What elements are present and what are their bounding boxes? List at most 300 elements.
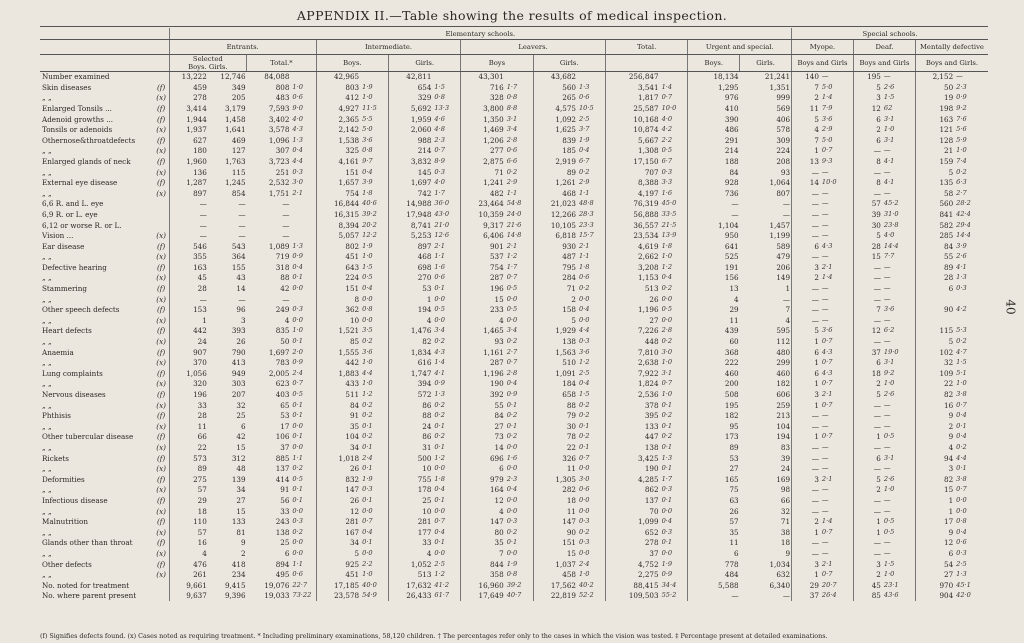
- table-cell: 0·0: [434, 315, 445, 324]
- table-row: [40, 591, 988, 602]
- table-cell: —: [792, 294, 820, 305]
- table-row: [40, 485, 988, 496]
- table-cell: 0·2: [956, 167, 967, 176]
- row-tag: (f): [156, 390, 166, 399]
- table-cell: 13: [792, 156, 820, 167]
- table-cell: —: [853, 336, 881, 347]
- row-tag: (x): [156, 125, 166, 135]
- row-tag: (x): [156, 93, 166, 103]
- table-cell: 1,196: [461, 368, 505, 379]
- table-cell: 754: [461, 262, 505, 273]
- table-cell: —: [821, 538, 829, 547]
- table-cell: 14·8: [506, 231, 522, 240]
- table-cell: 84: [461, 411, 505, 422]
- table-cell: 0·4: [506, 485, 518, 494]
- table-cell: 844: [461, 559, 505, 570]
- table-cell: 22: [169, 442, 208, 453]
- table-cell: 606: [776, 390, 791, 399]
- table-cell: 45: [169, 273, 208, 284]
- table-cell: 38: [780, 527, 791, 537]
- table-cell: 1·1: [434, 252, 445, 261]
- table-cell: 807: [776, 188, 791, 198]
- table-cell: 45·2: [883, 199, 899, 208]
- table-cell: 1,056: [169, 368, 208, 379]
- table-cell: 1,944: [169, 114, 208, 125]
- table-cell: 500: [389, 453, 433, 464]
- row-tag: (f): [156, 411, 166, 421]
- table-row: [40, 347, 988, 358]
- table-cell: 224: [776, 146, 791, 156]
- table-cell: 177: [389, 527, 433, 538]
- table-cell: 1,241: [461, 177, 505, 188]
- table-cell: —: [853, 506, 881, 517]
- table-cell: 410: [688, 103, 740, 114]
- table-cell: 21,023: [533, 199, 577, 210]
- table-cell: 480: [776, 347, 791, 357]
- table-cell: 37: [792, 591, 820, 602]
- table-cell: 1,096: [268, 135, 290, 145]
- table-cell: 1·5: [883, 93, 895, 102]
- table-cell: 275: [169, 474, 208, 485]
- table-cell: 1,937: [169, 124, 208, 135]
- table-cell: 139: [231, 474, 246, 484]
- header-int-girls: Girls.: [389, 55, 461, 72]
- table-cell: —: [821, 485, 829, 494]
- table-cell: 460: [776, 368, 791, 378]
- table-cell: 0·4: [362, 284, 373, 293]
- table-cell: —: [792, 167, 820, 178]
- table-cell: 0·1: [292, 400, 303, 409]
- table-cell: 191: [688, 262, 740, 273]
- table-row: [40, 358, 988, 369]
- table-cell: 28·2: [956, 199, 971, 208]
- table-cell: 37: [605, 548, 659, 559]
- table-cell: 0·0: [661, 315, 673, 324]
- table-cell: 2·3: [506, 474, 518, 483]
- table-cell: 1·5: [956, 358, 967, 367]
- table-cell: 9,637: [169, 591, 208, 602]
- table-cell: 182: [776, 379, 791, 389]
- table-cell: 2: [853, 379, 881, 390]
- table-cell: —: [169, 294, 208, 305]
- table-cell: 1: [792, 336, 820, 347]
- table-cell: 6: [284, 548, 290, 558]
- row-label: Othernose&throatdefects: [42, 135, 136, 145]
- table-cell: 1·3: [578, 82, 590, 91]
- table-cell: 4·3: [821, 368, 833, 377]
- table-cell: 18: [533, 495, 577, 506]
- table-cell: 790: [231, 347, 246, 357]
- row-label: No. noted for treatment: [42, 580, 130, 590]
- table-cell: 0·2: [362, 411, 373, 420]
- table-cell: 8: [853, 156, 881, 167]
- table-cell: 0·2: [434, 432, 445, 441]
- table-cell: 1,824: [605, 379, 659, 390]
- row-label: Rickets: [42, 453, 69, 463]
- table-cell: 55: [915, 252, 954, 263]
- table-cell: 1·0: [661, 390, 673, 398]
- table-cell: 4: [389, 315, 433, 326]
- table-cell: 0·2: [661, 411, 673, 420]
- row-label: „ „: [42, 421, 52, 431]
- table-cell: 1·8: [661, 241, 673, 250]
- table-cell: 138: [605, 442, 659, 453]
- table-cell: 1,351: [769, 82, 791, 92]
- page-title: APPENDIX II.—Table showing the results of medical inspection.: [296, 8, 728, 23]
- table-cell: 0·4: [661, 517, 673, 526]
- table-cell: 135: [915, 177, 954, 188]
- table-cell: 326: [533, 453, 577, 464]
- table-cell: —: [792, 442, 820, 453]
- table-cell: 2,005: [268, 368, 290, 378]
- table-cell: 2,275: [605, 569, 659, 580]
- table-cell: 173: [688, 432, 740, 443]
- table-cell: 56,888: [605, 209, 659, 220]
- table-cell: 4,752: [605, 559, 659, 570]
- table-cell: —: [792, 188, 820, 199]
- table-cell: 0·2: [661, 432, 673, 441]
- table-cell: 1,308: [605, 146, 659, 157]
- table-cell: 4,197: [605, 188, 659, 199]
- table-cell: 5,253: [389, 230, 433, 241]
- table-cell: 325: [316, 146, 360, 157]
- table-cell: —: [821, 220, 829, 229]
- row-tag: (x): [156, 146, 166, 156]
- table-cell: 11: [688, 538, 740, 549]
- table-cell: 4·3: [292, 125, 303, 134]
- table-cell: —: [792, 230, 820, 241]
- table-cell: 93: [780, 167, 791, 177]
- table-cell: 164: [461, 485, 505, 496]
- table-cell: 0·7: [362, 517, 373, 526]
- table-cell: 0·6: [956, 538, 967, 547]
- table-cell: 17,948: [389, 209, 433, 220]
- table-cell: 55: [461, 400, 505, 411]
- row-label: „ „: [42, 485, 52, 495]
- table-cell: 1,521: [316, 326, 360, 337]
- row-label: 6,6 R. and L. eye: [42, 199, 104, 209]
- table-cell: 281: [389, 516, 433, 527]
- row-tag: (x): [156, 231, 166, 241]
- table-cell: 1,457: [769, 220, 791, 230]
- table-cell: 0·0: [292, 548, 303, 557]
- table-cell: 9: [785, 548, 791, 558]
- table-cell: 22,819: [533, 591, 577, 602]
- table-cell: 21: [915, 146, 954, 157]
- table-cell: 1,563: [533, 347, 577, 358]
- table-cell: 73·22: [292, 591, 312, 600]
- row-tag: (f): [156, 347, 166, 357]
- table-cell: 658: [533, 389, 577, 400]
- table-cell: 2,919: [533, 156, 577, 167]
- table-cell: —: [821, 464, 829, 473]
- table-cell: 3·4: [506, 125, 518, 134]
- table-cell: 0·2: [434, 400, 445, 409]
- table-cell: 4,619: [605, 241, 659, 252]
- table-cell: —: [853, 538, 881, 549]
- table-cell: 1: [792, 400, 820, 411]
- header-urg-girls: Girls.: [740, 55, 792, 72]
- table-cell: 1·0: [292, 326, 303, 335]
- table-cell: —: [792, 485, 820, 496]
- table-cell: 7·9: [821, 103, 833, 112]
- table-cell: 3·6: [362, 135, 373, 144]
- row-label: Defective hearing: [42, 262, 107, 272]
- table-cell: 451: [316, 252, 360, 263]
- table-cell: 1,883: [316, 368, 360, 379]
- table-cell: 43·6: [883, 591, 899, 600]
- row-tag: (f): [156, 495, 166, 505]
- table-cell: 0·6: [434, 273, 445, 282]
- table-cell: —: [853, 188, 881, 199]
- table-cell: —: [883, 146, 891, 155]
- table-row: [40, 569, 988, 580]
- table-cell: 1,091: [533, 368, 577, 379]
- table-cell: 1·7: [434, 188, 445, 197]
- header-urgent: Urgent and special.: [688, 40, 792, 55]
- table-cell: 2,638: [605, 358, 659, 369]
- table-cell: 115: [915, 326, 954, 337]
- table-cell: 285: [915, 230, 954, 241]
- table-cell: 414: [275, 474, 290, 484]
- table-cell: 136: [169, 167, 208, 178]
- table-cell: 4·3: [821, 241, 833, 250]
- table-cell: 8: [316, 294, 360, 305]
- table-cell: 33: [389, 538, 433, 549]
- table-cell: 28: [915, 273, 954, 284]
- table-cell: 0·1: [578, 421, 590, 430]
- table-cell: 3: [792, 474, 820, 485]
- table-cell: 0·5: [661, 305, 673, 314]
- table-cell: 7,922: [605, 368, 659, 379]
- table-cell: 25: [280, 538, 290, 548]
- table-cell: 2·1: [821, 262, 833, 271]
- table-cell: 1·3: [956, 570, 967, 579]
- table-cell: 86: [389, 432, 433, 443]
- table-cell: 14·4: [883, 241, 899, 250]
- table-cell: 4,575: [533, 103, 577, 114]
- table-cell: 632: [776, 570, 791, 580]
- table-cell: 1,747: [389, 368, 433, 379]
- table-cell: 224: [316, 273, 360, 284]
- table-cell: 1·1: [292, 453, 303, 462]
- row-tag: [154, 580, 169, 591]
- table-cell: —: [853, 273, 881, 284]
- table-cell: 0·2: [292, 527, 303, 536]
- table-cell: 442: [169, 326, 208, 337]
- table-cell: 309: [776, 135, 791, 145]
- table-cell: 6·6: [506, 156, 518, 165]
- table-cell: 0·4: [434, 485, 445, 494]
- table-cell: 9·2: [883, 368, 895, 377]
- table-cell: 2,365: [316, 114, 360, 125]
- table-cell: —: [282, 199, 290, 209]
- table-cell: 265: [533, 93, 577, 104]
- table-cell: 3,208: [605, 262, 659, 273]
- table-cell: 5: [853, 230, 881, 241]
- row-label: „ „: [42, 252, 52, 262]
- table-cell: 778: [688, 559, 740, 570]
- table-cell: 2: [853, 124, 881, 135]
- table-cell: —: [792, 453, 820, 464]
- table-cell: 2,536: [605, 389, 659, 400]
- table-cell: 133: [605, 421, 659, 432]
- table-cell: 698: [389, 262, 433, 273]
- table-cell: —: [821, 495, 829, 504]
- table-cell: [915, 315, 954, 326]
- table-cell: 2·5: [578, 368, 590, 377]
- table-cell: —: [883, 72, 891, 81]
- table-cell: 0·7: [434, 517, 445, 526]
- table-row: [40, 177, 988, 188]
- table-cell: 42,811: [389, 72, 433, 83]
- table-cell: —: [821, 199, 829, 208]
- table-cell: 1·2: [362, 390, 373, 398]
- table-cell: 0·1: [661, 538, 673, 547]
- table-cell: —: [821, 506, 829, 515]
- table-cell: 2·4: [292, 368, 303, 377]
- table-cell: 2·7: [956, 188, 967, 197]
- table-cell: 121: [915, 124, 954, 135]
- table-cell: 0·2: [578, 527, 590, 536]
- table-cell: 33·5: [661, 209, 677, 218]
- table-cell: 513: [389, 569, 433, 580]
- table-cell: 0·3: [956, 548, 967, 557]
- table-cell: —: [853, 262, 881, 273]
- table-cell: 1·7: [506, 262, 518, 271]
- row-label: Glands other than throat: [42, 538, 133, 548]
- row-label: „ „: [42, 294, 52, 304]
- table-cell: 1·3: [292, 135, 303, 144]
- table-cell: 1,153: [605, 273, 659, 284]
- table-cell: 2·2: [362, 559, 373, 568]
- table-cell: 30: [853, 220, 881, 231]
- table-cell: 736: [688, 188, 740, 199]
- table-cell: 11: [169, 421, 208, 432]
- table-row: [40, 432, 988, 443]
- table-cell: 0·5: [506, 284, 518, 293]
- table-cell: 0·2: [956, 442, 967, 451]
- table-cell: —: [853, 146, 881, 157]
- table-cell: 1·8: [362, 188, 373, 197]
- table-cell: 2·6: [956, 252, 967, 261]
- table-cell: 0·1: [506, 421, 518, 430]
- table-cell: 158: [533, 305, 577, 316]
- table-cell: 15: [236, 506, 246, 516]
- table-cell: 10,359: [461, 209, 505, 220]
- table-cell: 78: [533, 432, 577, 443]
- table-row: [40, 188, 988, 199]
- table-row: [40, 516, 988, 527]
- table-cell: 6·3: [956, 178, 967, 187]
- table-cell: 222: [688, 358, 740, 369]
- table-cell: 439: [688, 326, 740, 337]
- table-cell: 70: [605, 506, 659, 517]
- table-cell: 1·2: [578, 358, 590, 367]
- table-cell: —: [792, 463, 820, 474]
- row-label: „ „: [42, 506, 52, 516]
- table-cell: 4·2: [956, 305, 967, 314]
- table-cell: 155: [231, 262, 246, 272]
- table-cell: 3·1: [883, 114, 895, 123]
- table-cell: 1: [792, 379, 820, 390]
- table-cell: 0·8: [362, 305, 373, 314]
- table-cell: 0·4: [956, 527, 967, 536]
- table-row: [40, 294, 988, 305]
- table-cell: 145: [389, 167, 433, 178]
- table-cell: —: [883, 421, 891, 430]
- page-number: 40: [1003, 299, 1018, 315]
- table-cell: 36·0: [434, 199, 450, 208]
- table-cell: 6: [853, 453, 881, 464]
- table-cell: [290, 230, 316, 241]
- table-cell: 1,817: [605, 93, 659, 104]
- table-cell: 3·6: [821, 326, 833, 335]
- table-cell: 169: [776, 474, 791, 484]
- table-cell: 2·1: [821, 559, 833, 568]
- table-cell: —: [883, 315, 891, 324]
- table-cell: 1,538: [316, 135, 360, 146]
- row-tag: (x): [156, 294, 166, 304]
- table-cell: 79: [533, 411, 577, 422]
- table-cell: —: [883, 284, 891, 293]
- table-cell: 182: [688, 411, 740, 422]
- table-cell: 4,285: [605, 474, 659, 485]
- table-cell: 27: [605, 315, 659, 326]
- table-cell: 578: [776, 125, 791, 135]
- table-cell: 0·4: [362, 527, 373, 536]
- table-cell: 1·5: [434, 82, 445, 91]
- table-cell: 1,458: [224, 114, 246, 124]
- table-cell: 925: [316, 559, 360, 570]
- row-tag: (f): [156, 559, 166, 569]
- table-cell: 112: [776, 337, 791, 347]
- table-cell: 45: [853, 580, 881, 591]
- table-cell: 15: [236, 442, 246, 452]
- table-row: [40, 283, 988, 294]
- table-cell: 35: [688, 527, 740, 538]
- table-cell: 94: [915, 453, 954, 464]
- table-cell: 1,099: [605, 516, 659, 527]
- header-total-star: Total.*: [247, 55, 317, 72]
- table-cell: 2: [533, 294, 577, 305]
- table-cell: 26: [316, 495, 360, 506]
- table-cell: 23·3: [578, 220, 594, 229]
- row-label: External eye disease: [42, 178, 118, 188]
- table-cell: 43: [236, 273, 246, 283]
- table-cell: 37: [280, 442, 290, 452]
- row-label: Ear disease: [42, 241, 85, 251]
- table-cell: 3,425: [605, 453, 659, 464]
- row-label: Vision ...: [42, 231, 74, 241]
- table-cell: 6,818: [533, 230, 577, 241]
- table-cell: 24·0: [506, 209, 522, 218]
- table-cell: 1,161: [461, 347, 505, 358]
- table-row: [40, 495, 988, 506]
- table-cell: 4,927: [316, 103, 360, 114]
- table-cell: 1,641: [224, 125, 246, 135]
- row-tag: (f): [156, 368, 166, 378]
- table-cell: 32: [780, 506, 791, 516]
- table-cell: 0·3: [362, 485, 373, 494]
- table-cell: 716: [461, 82, 505, 93]
- table-cell: 742: [389, 188, 433, 199]
- table-cell: 7: [792, 82, 820, 93]
- table-cell: 1,034: [769, 559, 791, 569]
- table-cell: 1·2: [506, 252, 518, 261]
- table-cell: —: [883, 167, 891, 176]
- table-cell: 0·9: [292, 358, 303, 367]
